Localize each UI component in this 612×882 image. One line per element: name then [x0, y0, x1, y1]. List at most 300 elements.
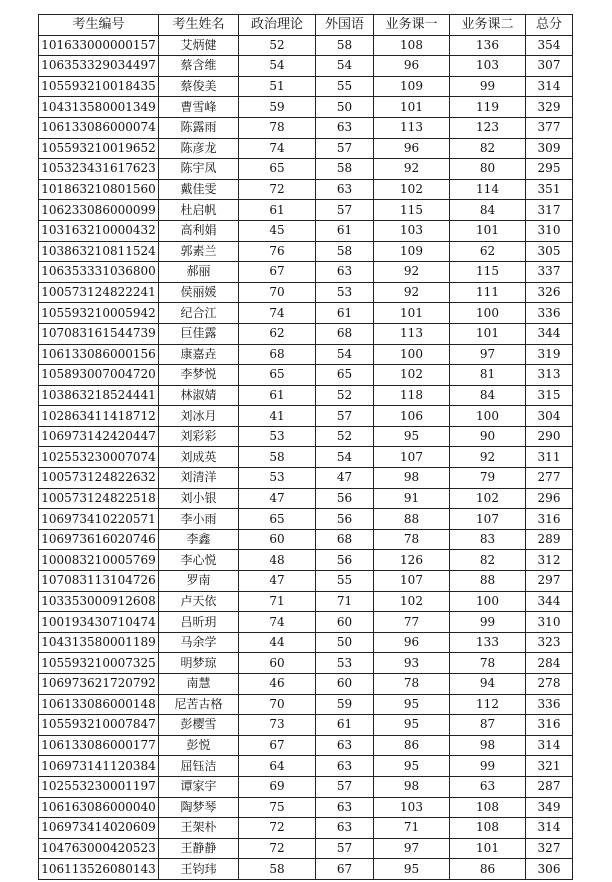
politics-score-cell: 54 — [239, 56, 316, 77]
subject-two-score-cell: 90 — [450, 426, 526, 447]
foreign-language-score-cell: 67 — [316, 859, 374, 880]
candidate-name-cell: 康嘉垚 — [159, 344, 239, 365]
candidate-id-cell: 106973414020609 — [39, 818, 159, 839]
candidate-id-cell: 105893007004720 — [39, 365, 159, 386]
candidate-name-cell: 蔡含维 — [159, 56, 239, 77]
candidate-name-cell: 尼苦古格 — [159, 694, 239, 715]
table-body — [39, 35, 573, 879]
subject-one-score-cell: 77 — [374, 612, 450, 633]
total-score-cell: 304 — [526, 406, 573, 427]
subject-one-score-cell: 101 — [374, 303, 450, 324]
subject-two-score-cell: 92 — [450, 447, 526, 468]
total-score-cell: 290 — [526, 426, 573, 447]
header-subject-two: 业务课二 — [450, 15, 526, 36]
subject-two-score-cell: 119 — [450, 97, 526, 118]
candidate-name-cell: 陈宇凤 — [159, 159, 239, 180]
subject-two-score-cell: 108 — [450, 818, 526, 839]
politics-score-cell: 46 — [239, 674, 316, 695]
foreign-language-score-cell: 58 — [316, 159, 374, 180]
table-row — [39, 344, 573, 365]
table-row — [39, 179, 573, 200]
candidate-name-cell: 吕昕玥 — [159, 612, 239, 633]
total-score-cell: 305 — [526, 241, 573, 262]
candidate-id-cell: 102863411418712 — [39, 406, 159, 427]
politics-score-cell: 68 — [239, 344, 316, 365]
candidate-id-cell: 105323431617623 — [39, 159, 159, 180]
politics-score-cell: 47 — [239, 488, 316, 509]
candidate-name-cell: 李心悦 — [159, 550, 239, 571]
politics-score-cell: 67 — [239, 735, 316, 756]
total-score-cell: 351 — [526, 179, 573, 200]
politics-score-cell: 67 — [239, 262, 316, 283]
candidate-name-cell: 戴佳雯 — [159, 179, 239, 200]
subject-two-score-cell: 133 — [450, 632, 526, 653]
candidate-name-cell: 蔡俊美 — [159, 76, 239, 97]
candidate-id-cell: 106973616020746 — [39, 529, 159, 550]
politics-score-cell: 76 — [239, 241, 316, 262]
foreign-language-score-cell: 57 — [316, 138, 374, 159]
politics-score-cell: 70 — [239, 282, 316, 303]
table-row — [39, 35, 573, 56]
subject-one-score-cell: 95 — [374, 694, 450, 715]
candidate-name-cell: 谭家宇 — [159, 776, 239, 797]
candidate-id-cell: 104313580001189 — [39, 632, 159, 653]
subject-two-score-cell: 86 — [450, 859, 526, 880]
foreign-language-score-cell: 63 — [316, 756, 374, 777]
total-score-cell: 306 — [526, 859, 573, 880]
foreign-language-score-cell: 60 — [316, 612, 374, 633]
total-score-cell: 326 — [526, 282, 573, 303]
subject-one-score-cell: 88 — [374, 509, 450, 530]
table-row — [39, 426, 573, 447]
candidate-id-cell: 106353331036800 — [39, 262, 159, 283]
foreign-language-score-cell: 54 — [316, 56, 374, 77]
politics-score-cell: 53 — [239, 468, 316, 489]
candidate-name-cell: 巨佳露 — [159, 323, 239, 344]
politics-score-cell: 52 — [239, 35, 316, 56]
table-row — [39, 303, 573, 324]
candidate-id-cell: 100573124822241 — [39, 282, 159, 303]
subject-one-score-cell: 78 — [374, 674, 450, 695]
candidate-id-cell: 106163086000040 — [39, 797, 159, 818]
header-row — [39, 15, 573, 36]
table-row — [39, 838, 573, 859]
subject-one-score-cell: 91 — [374, 488, 450, 509]
subject-two-score-cell: 123 — [450, 117, 526, 138]
table-row — [39, 653, 573, 674]
total-score-cell: 336 — [526, 694, 573, 715]
candidate-id-cell: 106133086000074 — [39, 117, 159, 138]
subject-two-score-cell: 79 — [450, 468, 526, 489]
subject-two-score-cell: 99 — [450, 756, 526, 777]
subject-one-score-cell: 98 — [374, 468, 450, 489]
subject-two-score-cell: 81 — [450, 365, 526, 386]
table-row — [39, 117, 573, 138]
total-score-cell: 314 — [526, 76, 573, 97]
politics-score-cell: 72 — [239, 818, 316, 839]
subject-one-score-cell: 118 — [374, 385, 450, 406]
foreign-language-score-cell: 54 — [316, 344, 374, 365]
subject-two-score-cell: 82 — [450, 550, 526, 571]
foreign-language-score-cell: 57 — [316, 200, 374, 221]
foreign-language-score-cell: 58 — [316, 35, 374, 56]
candidate-id-cell: 100573124822518 — [39, 488, 159, 509]
politics-score-cell: 74 — [239, 303, 316, 324]
subject-one-score-cell: 71 — [374, 818, 450, 839]
foreign-language-score-cell: 52 — [316, 385, 374, 406]
candidate-name-cell: 陶梦琴 — [159, 797, 239, 818]
politics-score-cell: 51 — [239, 76, 316, 97]
candidate-name-cell: 杜启帆 — [159, 200, 239, 221]
table-row — [39, 159, 573, 180]
total-score-cell: 296 — [526, 488, 573, 509]
subject-one-score-cell: 86 — [374, 735, 450, 756]
subject-one-score-cell: 98 — [374, 776, 450, 797]
subject-two-score-cell: 102 — [450, 488, 526, 509]
foreign-language-score-cell: 57 — [316, 406, 374, 427]
total-score-cell: 319 — [526, 344, 573, 365]
politics-score-cell: 75 — [239, 797, 316, 818]
subject-one-score-cell: 113 — [374, 323, 450, 344]
subject-two-score-cell: 101 — [450, 838, 526, 859]
subject-one-score-cell: 100 — [374, 344, 450, 365]
total-score-cell: 277 — [526, 468, 573, 489]
total-score-cell: 309 — [526, 138, 573, 159]
politics-score-cell: 41 — [239, 406, 316, 427]
subject-two-score-cell: 101 — [450, 323, 526, 344]
politics-score-cell: 59 — [239, 97, 316, 118]
politics-score-cell: 69 — [239, 776, 316, 797]
table-row — [39, 447, 573, 468]
table-row — [39, 529, 573, 550]
politics-score-cell: 47 — [239, 571, 316, 592]
foreign-language-score-cell: 58 — [316, 241, 374, 262]
candidate-id-cell: 105593210018435 — [39, 76, 159, 97]
candidate-name-cell: 曹雪峰 — [159, 97, 239, 118]
candidate-id-cell: 105593210007325 — [39, 653, 159, 674]
subject-one-score-cell: 107 — [374, 571, 450, 592]
candidate-name-cell: 李鑫 — [159, 529, 239, 550]
candidate-id-cell: 103863210811524 — [39, 241, 159, 262]
foreign-language-score-cell: 61 — [316, 715, 374, 736]
foreign-language-score-cell: 54 — [316, 447, 374, 468]
subject-one-score-cell: 113 — [374, 117, 450, 138]
table-row — [39, 756, 573, 777]
foreign-language-score-cell: 63 — [316, 179, 374, 200]
foreign-language-score-cell: 57 — [316, 838, 374, 859]
header-subject-one: 业务课一 — [374, 15, 450, 36]
table-row — [39, 715, 573, 736]
foreign-language-score-cell: 63 — [316, 262, 374, 283]
subject-two-score-cell: 82 — [450, 138, 526, 159]
subject-one-score-cell: 108 — [374, 35, 450, 56]
politics-score-cell: 53 — [239, 426, 316, 447]
header-candidate-name: 考生姓名 — [159, 15, 239, 36]
candidate-name-cell: 陈露雨 — [159, 117, 239, 138]
candidate-name-cell: 卢天依 — [159, 591, 239, 612]
total-score-cell: 354 — [526, 35, 573, 56]
foreign-language-score-cell: 63 — [316, 818, 374, 839]
table-row — [39, 674, 573, 695]
subject-one-score-cell: 109 — [374, 241, 450, 262]
total-score-cell: 278 — [526, 674, 573, 695]
header-foreign-language: 外国语 — [316, 15, 374, 36]
subject-two-score-cell: 80 — [450, 159, 526, 180]
table-row — [39, 97, 573, 118]
subject-one-score-cell: 107 — [374, 447, 450, 468]
total-score-cell: 287 — [526, 776, 573, 797]
subject-one-score-cell: 126 — [374, 550, 450, 571]
foreign-language-score-cell: 68 — [316, 323, 374, 344]
candidate-id-cell: 104763000420523 — [39, 838, 159, 859]
candidate-name-cell: 屈钰洁 — [159, 756, 239, 777]
foreign-language-score-cell: 50 — [316, 97, 374, 118]
table-row — [39, 818, 573, 839]
politics-score-cell: 60 — [239, 653, 316, 674]
foreign-language-score-cell: 61 — [316, 303, 374, 324]
table-row — [39, 591, 573, 612]
header-total: 总分 — [526, 15, 573, 36]
candidate-id-cell: 106353329034497 — [39, 56, 159, 77]
politics-score-cell: 61 — [239, 200, 316, 221]
subject-two-score-cell: 100 — [450, 406, 526, 427]
total-score-cell: 310 — [526, 612, 573, 633]
candidate-id-cell: 100083210005769 — [39, 550, 159, 571]
table-row — [39, 76, 573, 97]
table-row — [39, 550, 573, 571]
politics-score-cell: 58 — [239, 859, 316, 880]
total-score-cell: 313 — [526, 365, 573, 386]
candidate-name-cell: 彭樱雪 — [159, 715, 239, 736]
foreign-language-score-cell: 65 — [316, 365, 374, 386]
subject-two-score-cell: 100 — [450, 303, 526, 324]
table-row — [39, 488, 573, 509]
subject-two-score-cell: 78 — [450, 653, 526, 674]
candidate-name-cell: 李小雨 — [159, 509, 239, 530]
table-row — [39, 56, 573, 77]
foreign-language-score-cell: 57 — [316, 776, 374, 797]
table-row — [39, 220, 573, 241]
subject-one-score-cell: 96 — [374, 632, 450, 653]
subject-two-score-cell: 111 — [450, 282, 526, 303]
candidate-name-cell: 马余学 — [159, 632, 239, 653]
total-score-cell: 344 — [526, 591, 573, 612]
candidate-id-cell: 103353000912608 — [39, 591, 159, 612]
total-score-cell: 344 — [526, 323, 573, 344]
subject-two-score-cell: 115 — [450, 262, 526, 283]
table-row — [39, 138, 573, 159]
subject-two-score-cell: 83 — [450, 529, 526, 550]
candidate-name-cell: 纪合江 — [159, 303, 239, 324]
foreign-language-score-cell: 71 — [316, 591, 374, 612]
candidate-id-cell: 106133086000177 — [39, 735, 159, 756]
subject-two-score-cell: 100 — [450, 591, 526, 612]
politics-score-cell: 74 — [239, 612, 316, 633]
total-score-cell: 289 — [526, 529, 573, 550]
foreign-language-score-cell: 52 — [316, 426, 374, 447]
candidate-id-cell: 104313580001349 — [39, 97, 159, 118]
subject-two-score-cell: 114 — [450, 179, 526, 200]
total-score-cell: 314 — [526, 735, 573, 756]
candidate-id-cell: 102553230007074 — [39, 447, 159, 468]
table-row — [39, 282, 573, 303]
subject-one-score-cell: 93 — [374, 653, 450, 674]
candidate-id-cell: 100193430710474 — [39, 612, 159, 633]
candidate-name-cell: 郭素兰 — [159, 241, 239, 262]
candidate-name-cell: 郝丽 — [159, 262, 239, 283]
candidate-id-cell: 105593210007847 — [39, 715, 159, 736]
subject-one-score-cell: 102 — [374, 365, 450, 386]
subject-one-score-cell: 78 — [374, 529, 450, 550]
candidate-name-cell: 刘成英 — [159, 447, 239, 468]
subject-one-score-cell: 102 — [374, 591, 450, 612]
total-score-cell: 336 — [526, 303, 573, 324]
total-score-cell: 284 — [526, 653, 573, 674]
total-score-cell: 337 — [526, 262, 573, 283]
candidate-id-cell: 106973142420447 — [39, 426, 159, 447]
subject-one-score-cell: 92 — [374, 282, 450, 303]
politics-score-cell: 60 — [239, 529, 316, 550]
subject-two-score-cell: 107 — [450, 509, 526, 530]
subject-one-score-cell: 92 — [374, 159, 450, 180]
total-score-cell: 377 — [526, 117, 573, 138]
subject-one-score-cell: 101 — [374, 97, 450, 118]
subject-one-score-cell: 97 — [374, 838, 450, 859]
candidate-name-cell: 南慧 — [159, 674, 239, 695]
total-score-cell: 314 — [526, 818, 573, 839]
subject-two-score-cell: 84 — [450, 200, 526, 221]
total-score-cell: 316 — [526, 509, 573, 530]
table-row — [39, 571, 573, 592]
foreign-language-score-cell: 53 — [316, 653, 374, 674]
candidate-id-cell: 105593210019652 — [39, 138, 159, 159]
candidate-name-cell: 刘冰月 — [159, 406, 239, 427]
candidate-id-cell: 106233086000099 — [39, 200, 159, 221]
subject-two-score-cell: 87 — [450, 715, 526, 736]
candidate-name-cell: 林淑婧 — [159, 385, 239, 406]
subject-two-score-cell: 99 — [450, 76, 526, 97]
foreign-language-score-cell: 61 — [316, 220, 374, 241]
politics-score-cell: 71 — [239, 591, 316, 612]
table-row — [39, 365, 573, 386]
subject-one-score-cell: 96 — [374, 56, 450, 77]
candidate-id-cell: 105593210005942 — [39, 303, 159, 324]
table-row — [39, 797, 573, 818]
total-score-cell: 317 — [526, 200, 573, 221]
politics-score-cell: 70 — [239, 694, 316, 715]
candidate-name-cell: 罗南 — [159, 571, 239, 592]
candidate-id-cell: 106973621720792 — [39, 674, 159, 695]
subject-one-score-cell: 102 — [374, 179, 450, 200]
politics-score-cell: 78 — [239, 117, 316, 138]
total-score-cell: 311 — [526, 447, 573, 468]
candidate-id-cell: 101863210801560 — [39, 179, 159, 200]
total-score-cell: 297 — [526, 571, 573, 592]
subject-one-score-cell: 115 — [374, 200, 450, 221]
score-table — [38, 14, 573, 880]
candidate-name-cell: 侯丽媛 — [159, 282, 239, 303]
subject-one-score-cell: 92 — [374, 262, 450, 283]
subject-two-score-cell: 98 — [450, 735, 526, 756]
candidate-name-cell: 刘清洋 — [159, 468, 239, 489]
candidate-name-cell: 刘小银 — [159, 488, 239, 509]
politics-score-cell: 72 — [239, 838, 316, 859]
foreign-language-score-cell: 50 — [316, 632, 374, 653]
candidate-name-cell: 彭悦 — [159, 735, 239, 756]
candidate-id-cell: 102553230001197 — [39, 776, 159, 797]
total-score-cell: 349 — [526, 797, 573, 818]
candidate-id-cell: 106133086000148 — [39, 694, 159, 715]
total-score-cell: 312 — [526, 550, 573, 571]
foreign-language-score-cell: 63 — [316, 735, 374, 756]
header-candidate-id: 考生编号 — [39, 15, 159, 36]
foreign-language-score-cell: 55 — [316, 571, 374, 592]
total-score-cell: 310 — [526, 220, 573, 241]
candidate-id-cell: 106973141120384 — [39, 756, 159, 777]
candidate-name-cell: 艾炳健 — [159, 35, 239, 56]
subject-one-score-cell: 95 — [374, 426, 450, 447]
total-score-cell: 316 — [526, 715, 573, 736]
politics-score-cell: 64 — [239, 756, 316, 777]
table-row — [39, 632, 573, 653]
subject-one-score-cell: 96 — [374, 138, 450, 159]
candidate-name-cell: 高利娟 — [159, 220, 239, 241]
table-row — [39, 406, 573, 427]
foreign-language-score-cell: 47 — [316, 468, 374, 489]
total-score-cell: 321 — [526, 756, 573, 777]
candidate-id-cell: 100573124822632 — [39, 468, 159, 489]
table-row — [39, 385, 573, 406]
total-score-cell: 295 — [526, 159, 573, 180]
politics-score-cell: 72 — [239, 179, 316, 200]
candidate-id-cell: 103863218524441 — [39, 385, 159, 406]
subject-two-score-cell: 84 — [450, 385, 526, 406]
candidate-name-cell: 明梦琼 — [159, 653, 239, 674]
total-score-cell: 315 — [526, 385, 573, 406]
politics-score-cell: 58 — [239, 447, 316, 468]
table-row — [39, 776, 573, 797]
table-row — [39, 735, 573, 756]
foreign-language-score-cell: 63 — [316, 117, 374, 138]
subject-two-score-cell: 88 — [450, 571, 526, 592]
total-score-cell: 307 — [526, 56, 573, 77]
table-row — [39, 200, 573, 221]
candidate-id-cell: 107083113104726 — [39, 571, 159, 592]
subject-two-score-cell: 136 — [450, 35, 526, 56]
subject-two-score-cell: 103 — [450, 56, 526, 77]
candidate-id-cell: 106133086000156 — [39, 344, 159, 365]
politics-score-cell: 45 — [239, 220, 316, 241]
candidate-name-cell: 王静静 — [159, 838, 239, 859]
politics-score-cell: 62 — [239, 323, 316, 344]
subject-one-score-cell: 95 — [374, 756, 450, 777]
table-row — [39, 323, 573, 344]
subject-two-score-cell: 62 — [450, 241, 526, 262]
politics-score-cell: 65 — [239, 365, 316, 386]
foreign-language-score-cell: 59 — [316, 694, 374, 715]
subject-two-score-cell: 112 — [450, 694, 526, 715]
table-row — [39, 859, 573, 880]
foreign-language-score-cell: 55 — [316, 76, 374, 97]
candidate-id-cell: 106113526080143 — [39, 859, 159, 880]
candidate-id-cell: 101633000000157 — [39, 35, 159, 56]
candidate-id-cell: 106973410220571 — [39, 509, 159, 530]
subject-one-score-cell: 95 — [374, 715, 450, 736]
foreign-language-score-cell: 56 — [316, 550, 374, 571]
subject-two-score-cell: 101 — [450, 220, 526, 241]
subject-one-score-cell: 95 — [374, 859, 450, 880]
table-row — [39, 262, 573, 283]
